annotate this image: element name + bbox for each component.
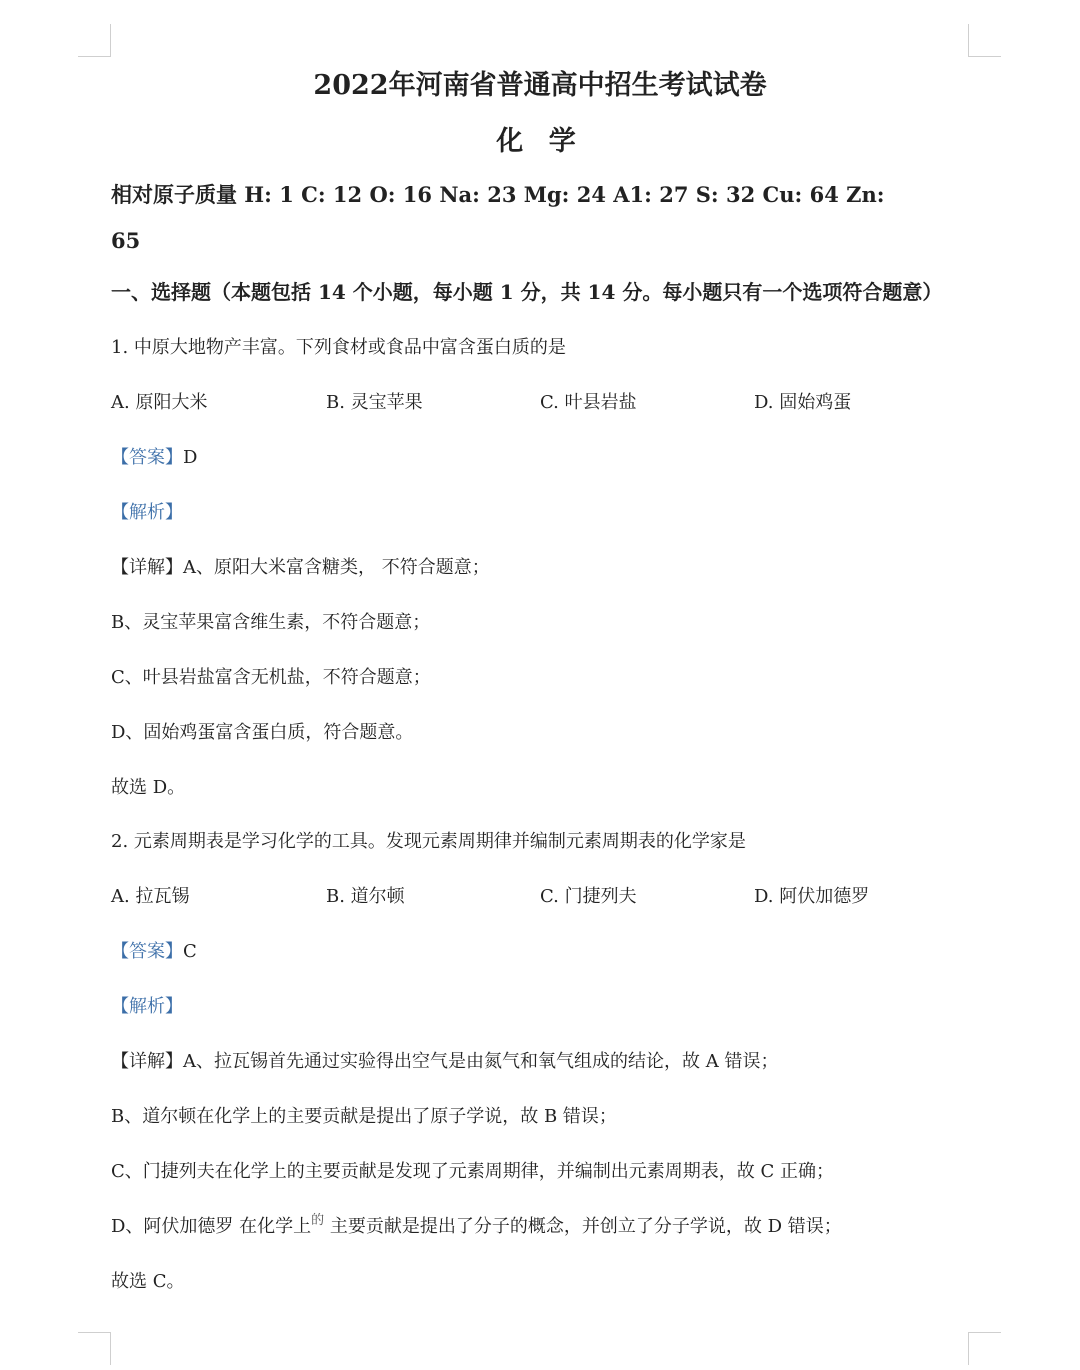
question-1-detail-a: 【详解】A、原阳大米富含糖类， 不符合题意； [111,557,490,578]
answer-value: C [183,941,197,962]
question-2-option-c: C. 门捷列夫 [540,886,637,907]
subject-title: 化 学 [496,126,584,157]
question-2-answer [111,939,197,965]
question-1-option-b: B. 灵宝苹果 [326,392,423,413]
answer-tag: 【答案】 [111,447,183,468]
question-1-option-d: D. 固始鸡蛋 [754,392,852,413]
exam-title: 2022年河南省普通高中招生考试试卷 [313,70,767,101]
question-2-option-a: A. 拉瓦锡 [111,886,190,907]
page-corner-mark [78,1332,111,1365]
question-1-answer [111,445,197,471]
question-2-detail-b: B、道尔顿在化学上的主要贡献是提出了原子学说，故 B 错误； [111,1106,617,1127]
page-corner-mark [968,24,1001,57]
question-2-option-b: B. 道尔顿 [326,886,405,907]
question-1-analysis-tag: 【解析】 [111,502,183,523]
page-corner-mark [78,24,111,57]
answer-tag: 【答案】 [111,941,183,962]
question-1-detail-d: D、固始鸡蛋富含蛋白质，符合题意。 [111,722,414,743]
atomic-mass-line-continued: 65 [111,228,141,253]
question-1-stem: 1. 中原大地物产丰富。下列食材或食品中富含蛋白质的是 [111,337,566,358]
question-2-detail-d [111,1214,842,1242]
section-heading: 一、选择题（本题包括 14 个小题，每小题 1 分，共 14 分。每小题只有一个选项符合题意） [111,280,943,304]
detail-d-superscript: 的 [311,1213,325,1228]
question-2-conclusion: 故选 C。 [111,1271,185,1292]
atomic-mass-line: 相对原子质量 H: 1 C: 12 O: 16 Na: 23 Mg: 24 A1: 27 S: 32 Cu: 64 Zn: [111,182,885,207]
question-1-option-a: A. 原阳大米 [111,392,208,413]
detail-d-text-end: 主要贡献是提出了分子的概念，并创立了分子学说，故 D 错误； [324,1216,842,1237]
answer-value: D [183,447,198,468]
question-2-stem: 2. 元素周期表是学习化学的工具。发现元素周期律并编制元素周期表的化学家是 [111,831,746,852]
question-2-option-d: D. 阿伏加德罗 [754,886,870,907]
question-1-option-c: C. 叶县岩盐 [540,392,637,413]
question-1-detail-c: C、叶县岩盐富含无机盐，不符合题意； [111,667,431,688]
detail-d-text-start: D、阿伏加德罗 在化学上 [111,1216,312,1237]
question-2-analysis-tag: 【解析】 [111,996,183,1017]
question-1-detail-b: B、灵宝苹果富含维生素，不符合题意； [111,612,431,633]
page-corner-mark [968,1332,1001,1365]
question-1-conclusion: 故选 D。 [111,777,186,798]
question-2-detail-a: 【详解】A、拉瓦锡首先通过实验得出空气是由氮气和氧气组成的结论，故 A 错误； [111,1051,779,1072]
question-2-detail-c: C、门捷列夫在化学上的主要贡献是发现了元素周期律，并编制出元素周期表，故 C 正确； [111,1161,834,1182]
